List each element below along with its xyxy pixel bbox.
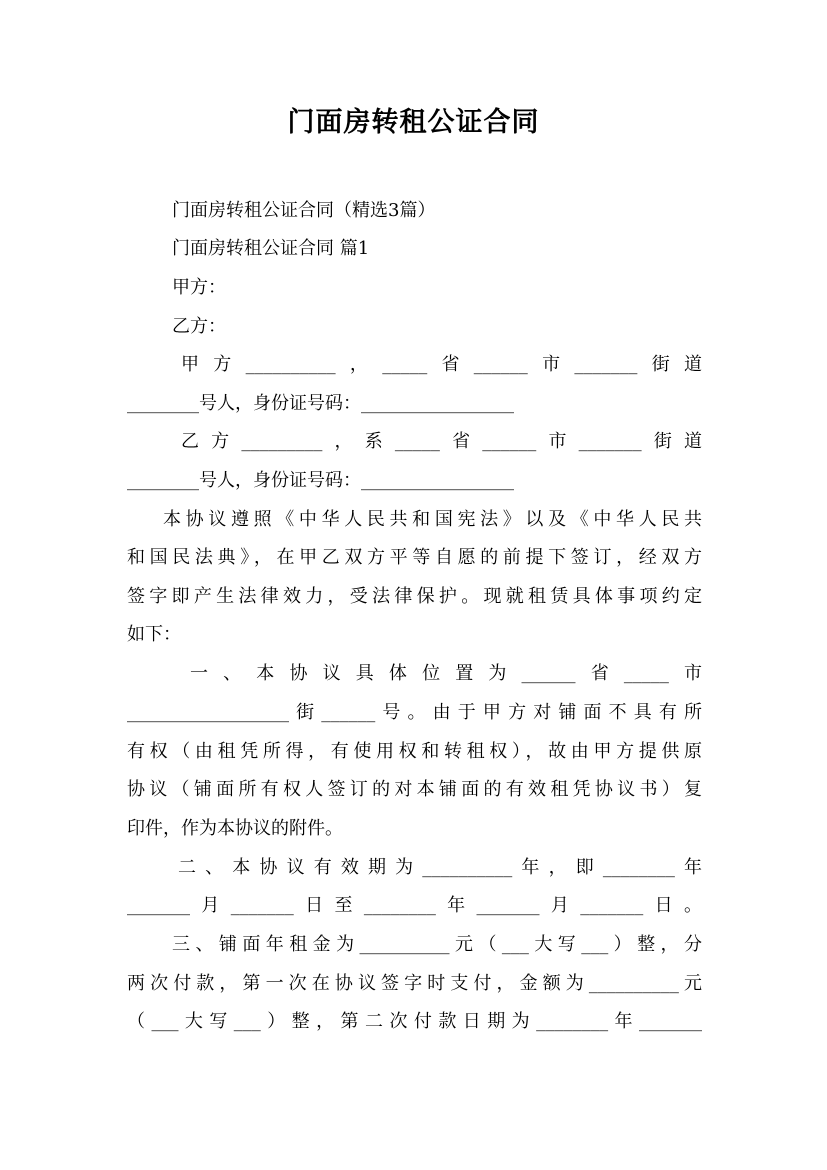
- clause-1-line: 一、本协议具体位置为______省_____市: [190, 663, 702, 684]
- clause-2-line: 二、本协议有效期为__________年，即________年: [178, 857, 702, 878]
- preamble-line: 本协议遵照《中华人民共和国宪法》以及《中华人民共: [163, 509, 702, 530]
- clause-3-line: 三、铺面年租金为__________元（___大写___）整，分: [172, 934, 702, 955]
- subtitle-line: 门面房转租公证合同（精选3篇）: [172, 200, 436, 221]
- clause-1-line: 印件，作为本协议的附件。: [127, 818, 343, 839]
- party-a-id-line: ________号人，身份证号码：_________________: [127, 393, 514, 414]
- preamble-line: 如下：: [127, 624, 181, 645]
- clause-3-line: （___大写___）整，第二次付款日期为________年_______: [127, 1011, 702, 1032]
- party-a-label: 甲方：: [172, 277, 226, 298]
- preamble-line: 签字即产生法律效力，受法律保护。现就租赁具体事项约定: [127, 586, 702, 607]
- clause-1-line: 有权（由租凭所得，有使用权和转租权），故由甲方提供原: [127, 741, 702, 762]
- document-title: 门面房转租公证合同: [287, 107, 540, 138]
- party-a-address-line: 甲方__________，_____省______市_______街道: [181, 354, 702, 375]
- party-b-label: 乙方：: [172, 316, 226, 337]
- clause-1-line: 协议（铺面所有权人签订的对本铺面的有效租凭协议书）复: [127, 779, 702, 800]
- clause-3-line: 两次付款，第一次在协议签字时支付，金额为__________元: [127, 973, 702, 994]
- section-heading: 门面房转租公证合同 篇1: [172, 238, 370, 259]
- clause-1-line: __________________街______号。由于甲方对铺面不具有所: [127, 702, 702, 723]
- preamble-line: 和国民法典》，在甲乙双方平等自愿的前提下签订，经双方: [127, 547, 702, 568]
- party-b-id-line: ________号人，身份证号码：_________________: [127, 470, 514, 491]
- party-b-address-line: 乙方_________，系_____省______市_______街道: [181, 431, 702, 452]
- clause-2-line: _______月_______日至________年_______月_______日。: [127, 895, 702, 916]
